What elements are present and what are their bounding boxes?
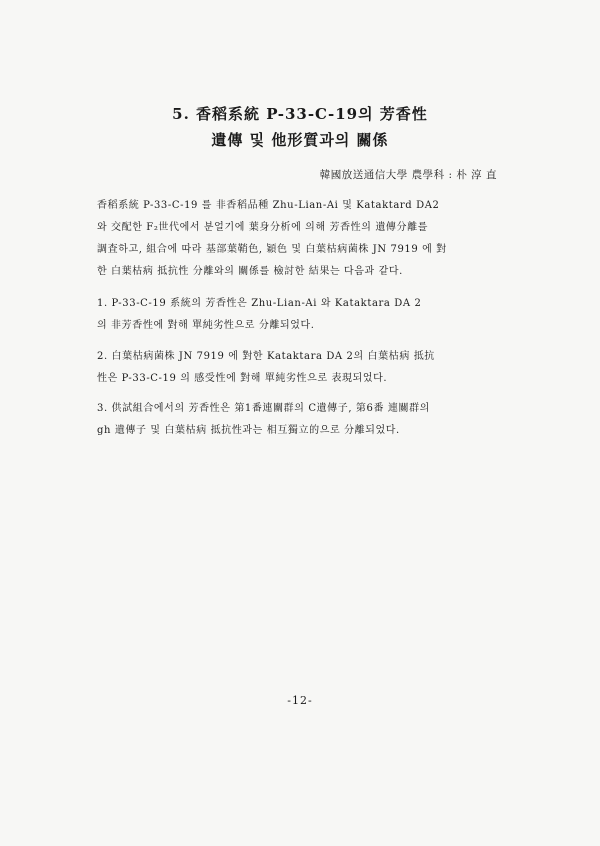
author-affiliation: 韓國放送通信大學 農學科 : 朴 淳 直 (319, 169, 497, 181)
finding-2 (97, 346, 499, 390)
title-line-2: 遺傳 및 他形質과의 關係 (211, 131, 389, 149)
finding-line: 3. 供試組合에서의 芳香性은 第1番連關群의 C遺傳子, 第6番 連關群의 (97, 403, 430, 414)
finding-line: 의 非芳香性에 對해 單純劣性으로 分離되었다. (97, 320, 315, 331)
abstract-line: 와 交配한 F₂世代에서 분얼기에 葉身分析에 의해 芳香性의 遺傳分離를 (97, 222, 428, 233)
abstract-line: 調査하고, 組合에 따라 基部葉鞘色, 穎色 및 白葉枯病菌株 JN 7919 에 對 (97, 244, 447, 255)
abstract-line: 香稻系統 P-33-C-19 를 非香稻品種 Zhu-Lian-Ai 및 Kataktard DA2 (97, 200, 440, 211)
finding-line: gh 遺傳子 및 白葉枯病 抵抗性과는 相互獨立的으로 分離되었다. (97, 425, 400, 436)
page-number: -12- (287, 694, 313, 707)
finding-line: 1. P-33-C-19 系統의 芳香性은 Zhu-Lian-Ai 와 Kataktara DA 2 (97, 298, 422, 309)
finding-line: 2. 白葉枯病菌株 JN 7919 에 對한 Kataktara DA 2의 白葉枯病 抵抗 (97, 351, 435, 362)
abstract-paragraph (97, 195, 499, 283)
finding-3 (97, 398, 499, 442)
abstract-line: 한 白葉枯病 抵抗性 分離와의 關係를 檢討한 結果는 다음과 같다. (97, 266, 403, 277)
title-line-1: 5. 香稻系統 P-33-C-19의 芳香性 (172, 105, 428, 123)
finding-1 (97, 293, 499, 337)
finding-line: 性은 P-33-C-19 의 感受性에 對해 單純劣性으로 表現되었다. (97, 373, 388, 384)
